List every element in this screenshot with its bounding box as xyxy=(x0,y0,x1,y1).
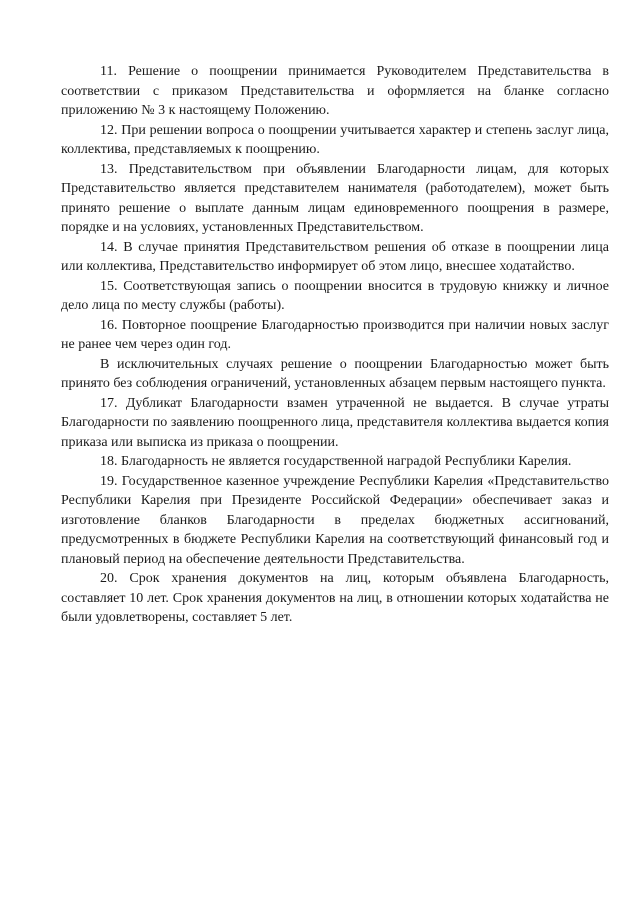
paragraph-11: 11. Решение о поощрении принимается Руководителем Представительства в соответствии с приказом Представительства и оформляется на бланке согласно приложению № 3 к настоящему Положению. xyxy=(61,64,609,118)
paragraph-16-exception: В исключительных случаях решение о поощрении Благодарностью может быть принято без соблюдения ограничений, установленных абзацем первым настоящего пункта. xyxy=(61,356,609,391)
paragraph-13: 13. Представительством при объявлении Благодарности лицам, для которых Представительство является представителем нанимателя (работодателем), может быть принято решение о выплате данным лицам единовременного поощрения в размере, порядке и на условиях, установленных Представительством. xyxy=(61,161,609,235)
document-page xyxy=(61,62,609,628)
paragraph-18: 18. Благодарность не является государственной наградой Республики Карелия. xyxy=(100,454,572,469)
paragraph-19: 19. Государственное казенное учреждение Республики Карелия «Представительство Республики Карелия при Президенте Российской Федерации» обеспечивает заказ и изготовление бланков Благодарности в пределах бюджетных ассигнований, предусмотренных в бюджете Республики Карелия на соответствующий финансовый год и плановый период на обеспечение деятельности Представительства. xyxy=(61,473,609,567)
paragraph-14: 14. В случае принятия Представительством решения об отказе в поощрении лица или коллектива, Представительство информирует об этом лицо, внесшее ходатайство. xyxy=(61,239,609,274)
paragraph-15: 15. Соответствующая запись о поощрении вносится в трудовую книжку и личное дело лица по месту службы (работы). xyxy=(61,278,609,313)
paragraph-12: 12. При решении вопроса о поощрении учитывается характер и степень заслуг лица, коллектива, представляемых к поощрению. xyxy=(61,122,609,157)
paragraph-17: 17. Дубликат Благодарности взамен утраченной не выдается. В случае утраты Благодарности по заявлению поощренного лица, представителя коллектива выдается копия приказа или выписка из приказа о поощрении. xyxy=(61,395,609,450)
paragraph-20: 20. Срок хранения документов на лиц, которым объявлена Благодарность, составляет 10 лет. Срок хранения документов на лиц, в отношении которых ходатайства не были удовлетворены, составляет 5 лет. xyxy=(61,571,609,625)
paragraph-16: 16. Повторное поощрение Благодарностью производится при наличии новых заслуг не ранее чем через один год. xyxy=(61,317,609,352)
